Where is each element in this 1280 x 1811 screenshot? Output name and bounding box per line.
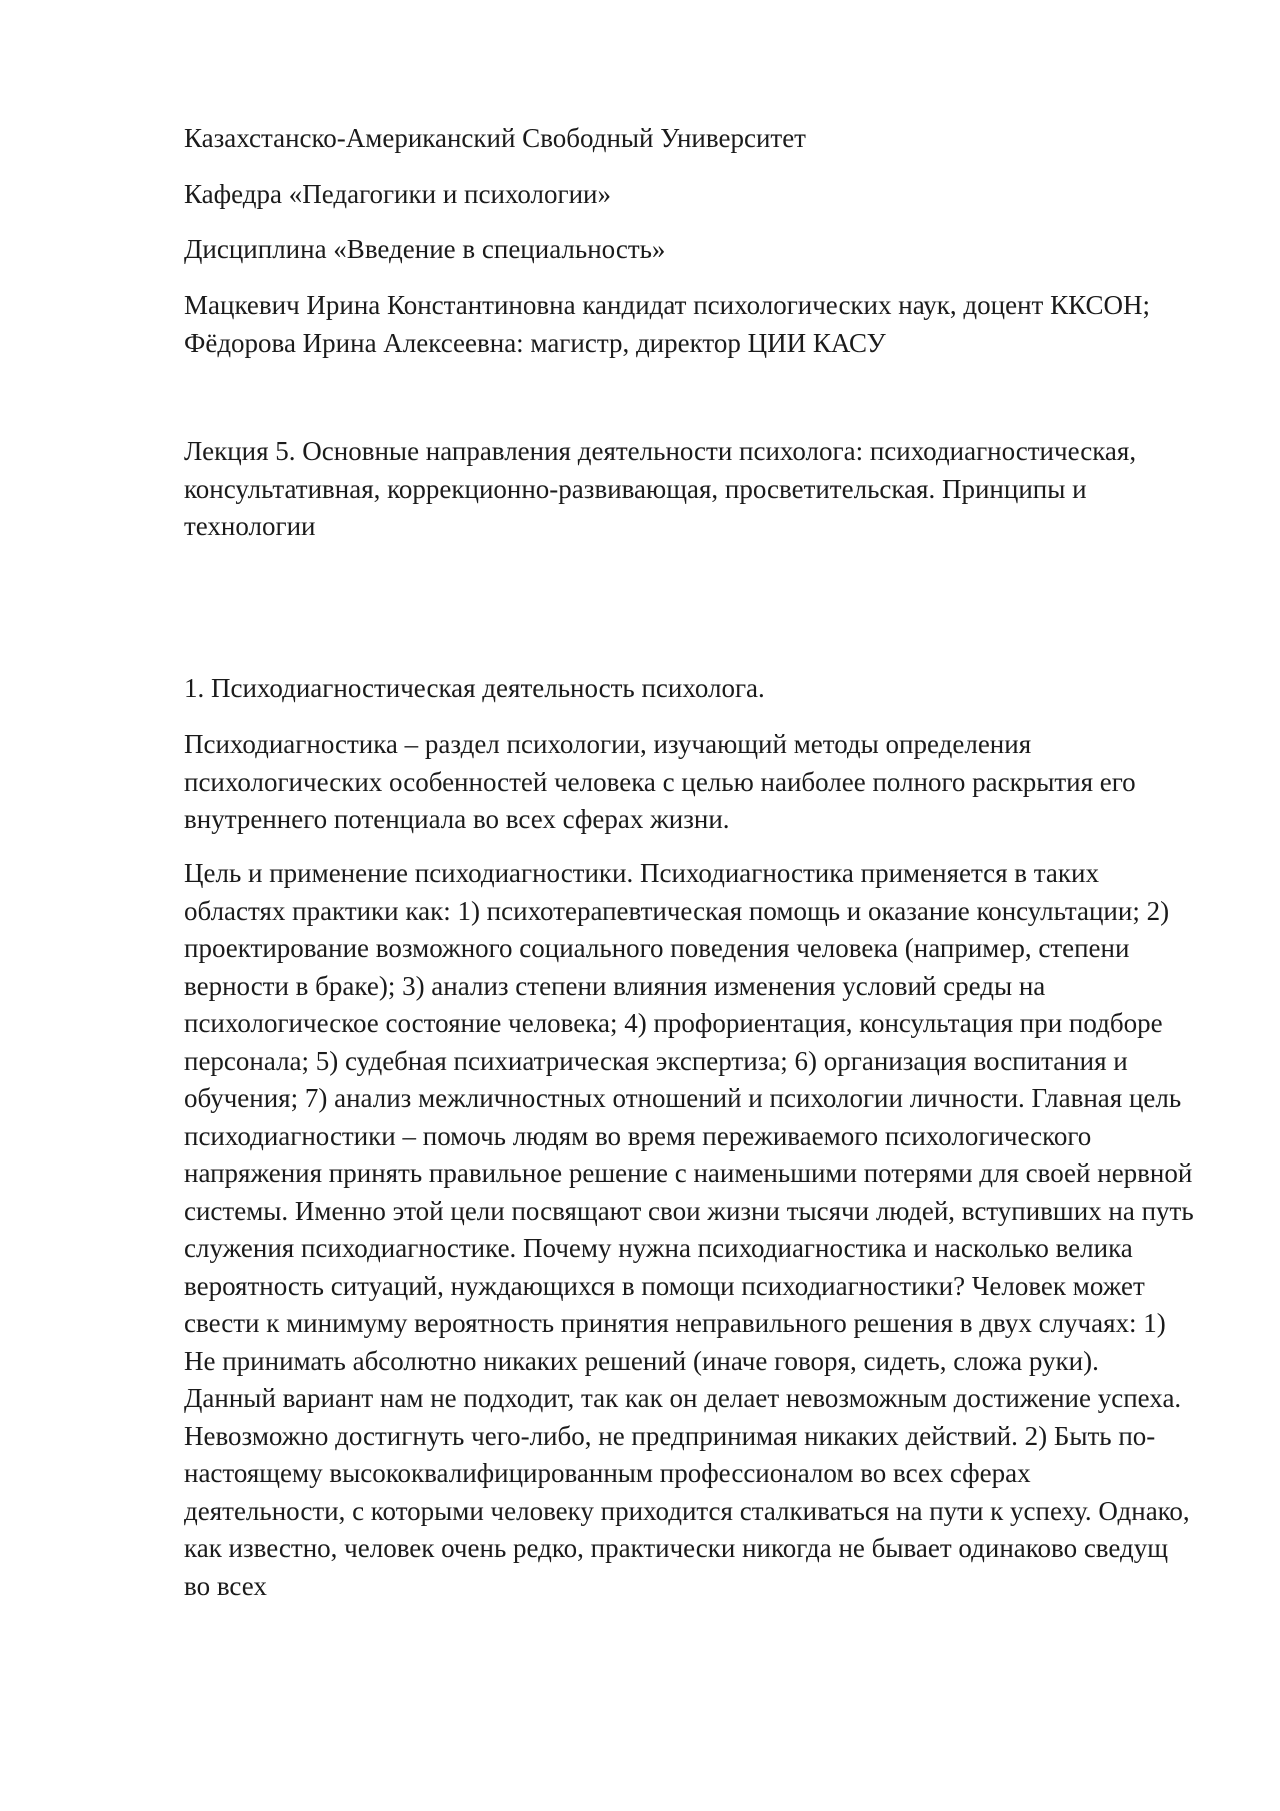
department-name: Кафедра «Педагогики и психологии» [184, 179, 611, 209]
lecture-title: Лекция 5. Основные направления деятельности психолога: психодиагностическая, консультативная, коррекционно-развивающая, просветительская. Принципы и технологии [184, 436, 1137, 541]
authors-line: Мацкевич Ирина Константиновна кандидат психологических наук, доцент ККСОН; Фёдорова Ирина Алексеевна: магистр, директор ЦИИ КАСУ [184, 290, 1150, 358]
definition-paragraph: Психодиагностика – раздел психологии, изучающий методы определения психологических особенностей человека с целью наиболее полного раскрытия его внутреннего потенциала во всех сферах жизни. [184, 729, 1136, 834]
university-name: Казахстанско-Американский Свободный Университет [184, 123, 806, 153]
section-heading: 1. Психодиагностическая деятельность психолога. [184, 673, 765, 703]
discipline-name: Дисциплина «Введение в специальность» [184, 234, 666, 264]
purpose-paragraph: Цель и применение психодиагностики. Психодиагностика применяется в таких областях практики как: 1) психотерапевтическая помощь и оказание консультации; 2) проектирование возможного социального поведения человека (например, степени верности в браке); 3) анализ степени влияния изменения условий среды на психологическое состояние человека; 4) профориентация, консультация при подборе персонала; 5) судебная психиатрическая экспертиза; 6) организация воспитания и обучения; 7) анализ межличностных отношений и психологии личности. Главная цель психодиагностики – помочь людям во время переживаемого психологического напряжения принять правильное решение с наименьшими потерями для своей нервной системы. Именно этой цели посвящают свои жизни тысячи людей, вступивших на путь служения психодиагностике. Почему нужна психодиагностика и насколько велика вероятность ситуаций, нуждающихся в помощи психодиагностики? Человек может свести к минимуму вероятность принятия неправильного решения в двух случаях: 1) Не принимать абсолютно никаких решений (иначе говоря, сидеть, сложа руки). Данный вариант нам не подходит, так как он делает невозможным достижение успеха. Невозможно достигнуть чего-либо, не предпринимая никаких действий. 2) Быть по-настоящему высококвалифицированным профессионалом во всех сферах деятельности, с которыми человеку приходится сталкиваться на пути к успеху. Однако, как известно, человек очень редко, практически никогда не бывает одинаково сведущ во всех [184, 858, 1194, 1601]
